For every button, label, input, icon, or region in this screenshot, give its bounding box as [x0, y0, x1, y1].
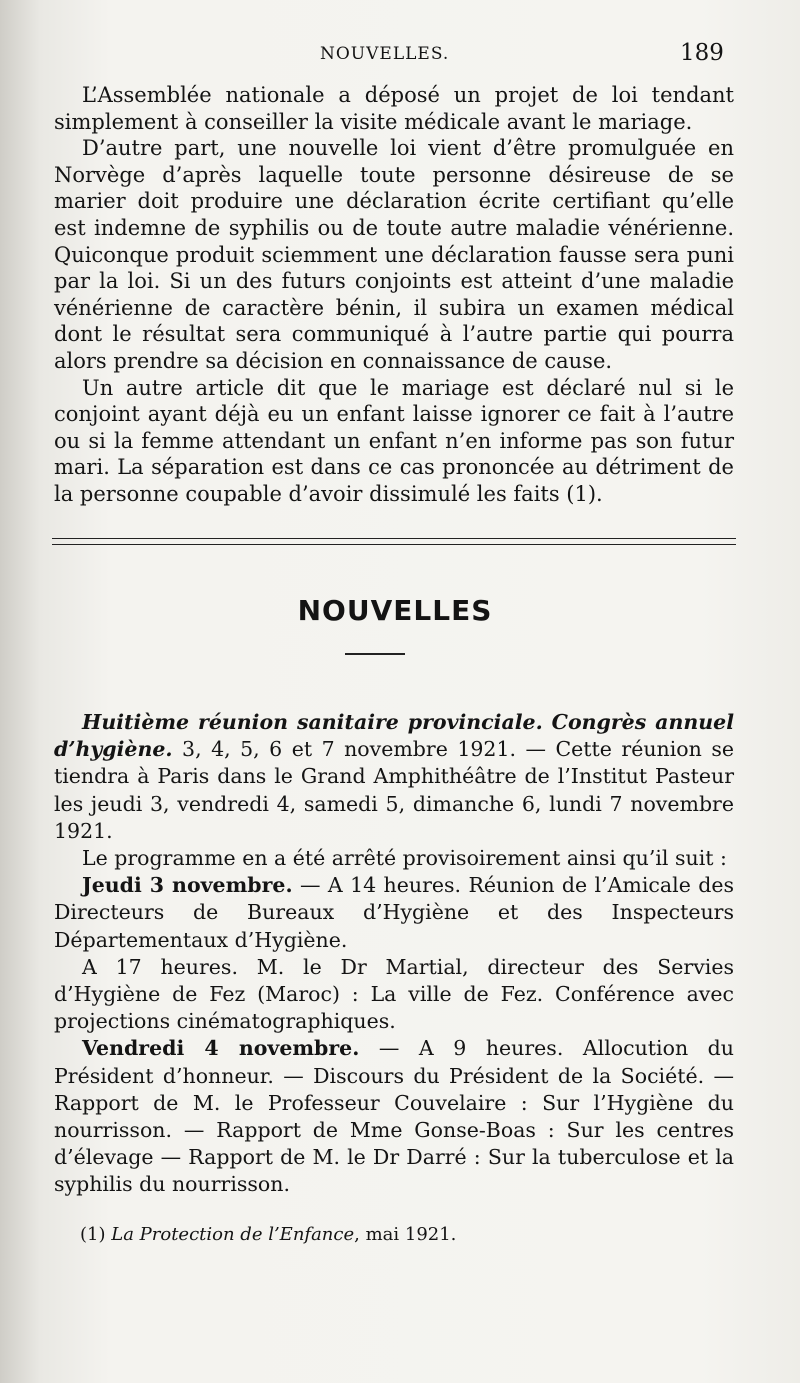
news-jeudi: [54, 872, 734, 954]
running-header: [0, 40, 800, 74]
jeudi-label: Jeudi 3 novembre.: [82, 873, 293, 898]
running-title: NOUVELLES.: [320, 44, 450, 64]
footnote-marker: (1): [80, 1224, 106, 1245]
news-programme: Le programme en a été arrêté provisoirement ainsi qu’il suit :: [82, 846, 727, 871]
news-heading: Huitième réunion sanitaire provinciale. Congrès annuel d’hygiène.: [54, 710, 734, 762]
section-title: NOUVELLES: [297, 594, 493, 627]
news-intro: [54, 709, 734, 845]
paragraph-norvege: D’autre part, une nouvelle loi vient d’être promulguée en Norvège d’après laquelle toute personne désireuse de se marier doit produire une déclaration écrite certifiant qu’elle est indemne de syphilis ou de toute autre maladie vénérienne. Quiconque produit sciemment une déclaration fausse sera puni par la loi. Si un des futurs conjoints est atteint d’une maladie vénérienne de caractère bénin, il subira un examen médical dont le résultat sera communiqué à l’autre partie qui pourra alors prendre sa décision en connaissance de cause.: [54, 136, 734, 373]
vendredi-label: Vendredi 4 novembre.: [82, 1036, 360, 1061]
top-article: [54, 82, 734, 508]
jeudi-text: — A 14 heures. Réunion de l’Amicale des Directeurs de Bureaux d’Hygiène et des Inspecteurs Départementaux d’Hygiène.: [54, 873, 734, 952]
double-rule-top: [52, 538, 736, 539]
news-vendredi: [54, 1035, 734, 1198]
vendredi-text: — A 9 heures. Allocution du Président d’honneur. — Discours du Président de la Société. — Rapport de M. le Professeur Couvelaire : Sur l’Hygiène du nourrisson. — Rapport de Mme Gonse-Boas : Sur les centres d’élevage — Rapport de M. le Dr Darré : Sur la tuberculose et la syphilis du nourrisson.: [54, 1036, 734, 1197]
news-article: [54, 709, 734, 1199]
paragraph-assemblee: L’Assemblée nationale a déposé un projet de loi tendant simplement à conseiller la visite médicale avant le mariage.: [54, 83, 734, 134]
double-rule-bottom: [52, 544, 736, 545]
footnote: [80, 1224, 456, 1245]
news-a17: A 17 heures. M. le Dr Martial, directeur des Servies d’Hygiène de Fez (Maroc) : La ville de Fez. Conférence avec projections cinématographiques.: [54, 954, 734, 1034]
paragraph-autre-article: Un autre article dit que le mariage est déclaré nul si le conjoint ayant déjà eu un enfant laisse ignorer ce fait à l’autre ou si la femme attendant un enfant n’en informe pas son futur mari. La séparation est dans ce cas prononcée au détriment de la personne coupable d’avoir dissimulé les faits (1).: [54, 375, 734, 506]
title-underline: [345, 653, 405, 655]
footnote-date: , mai 1921.: [354, 1224, 457, 1245]
page-number: 189: [680, 40, 724, 66]
footnote-source: La Protection de l’Enfance: [111, 1224, 355, 1245]
news-intro-text: 3, 4, 5, 6 et 7 novembre 1921. — Cette réunion se tiendra à Paris dans le Grand Amphithéâtre de l’Institut Pasteur les jeudi 3, vendredi 4, samedi 5, dimanche 6, lundi 7 novembre 1921.: [54, 737, 734, 843]
